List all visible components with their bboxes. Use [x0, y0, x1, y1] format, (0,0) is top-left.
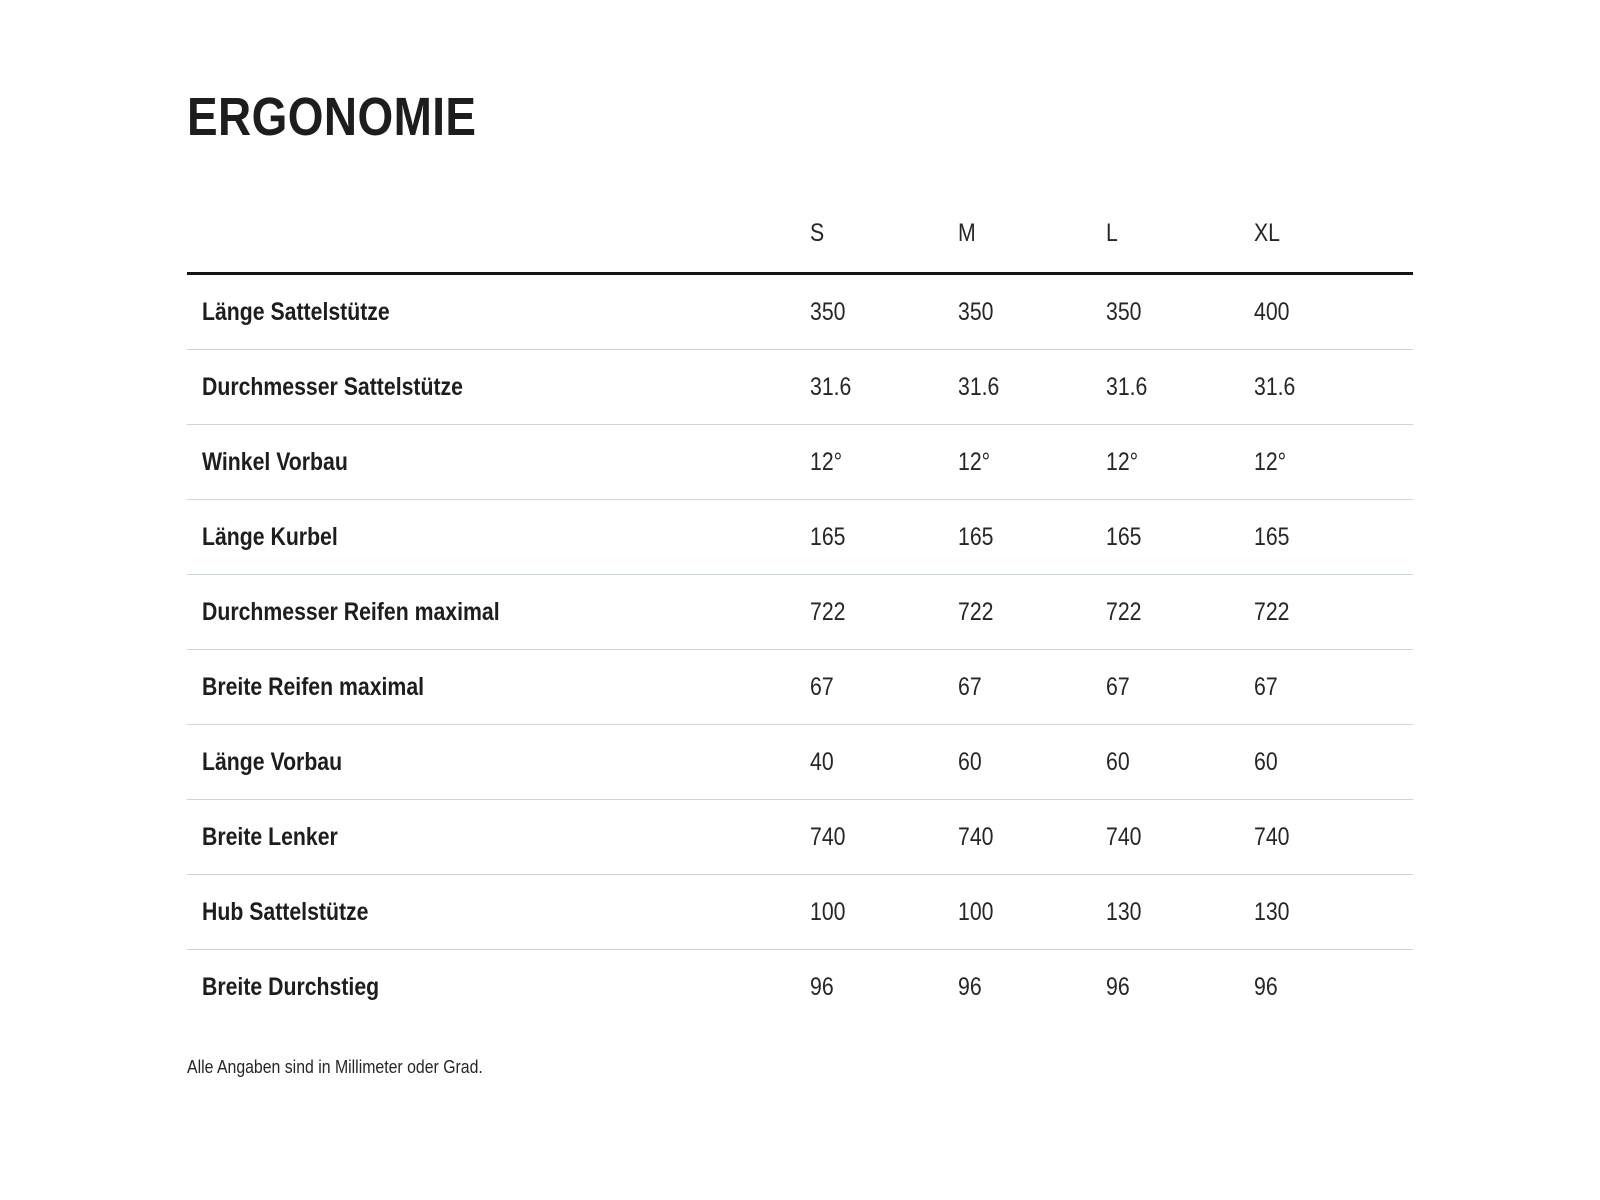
spec-value-xl	[1254, 298, 1413, 327]
spec-value-m	[958, 973, 1106, 1002]
spec-value-text: 60	[958, 747, 982, 776]
spec-value-l	[1106, 748, 1254, 777]
spec-value-text: 96	[810, 973, 834, 1002]
spec-table-body	[187, 275, 1413, 1025]
spec-value-text: 165	[1254, 522, 1290, 551]
spec-value-xl	[1254, 448, 1413, 477]
spec-value-text: 96	[958, 973, 982, 1002]
spec-value-m	[958, 598, 1106, 627]
spec-row-label-text: Durchmesser Sattelstütze	[202, 372, 464, 401]
size-header-row	[187, 195, 1413, 275]
spec-value-text: 722	[1106, 597, 1142, 626]
spec-value-m	[958, 673, 1106, 702]
spec-value-xl	[1254, 898, 1413, 927]
spec-row-label	[187, 748, 810, 777]
spec-value-xl	[1254, 973, 1413, 1002]
spec-value-text: 31.6	[958, 372, 1000, 401]
spec-value-text: 12°	[1254, 447, 1287, 476]
spec-row-label	[187, 598, 810, 627]
spec-row-label	[187, 673, 810, 702]
spec-value-xl	[1254, 373, 1413, 402]
units-footnote	[187, 1057, 1413, 1078]
spec-value-text: 350	[1106, 297, 1142, 326]
spec-value-xl	[1254, 748, 1413, 777]
spec-value-text: 96	[1254, 973, 1278, 1002]
spec-value-text: 31.6	[1254, 372, 1296, 401]
spec-row-label-text: Länge Sattelstütze	[202, 297, 390, 326]
spec-value-s	[810, 673, 958, 702]
spec-row	[187, 800, 1413, 875]
spec-row	[187, 725, 1413, 800]
spec-value-l	[1106, 298, 1254, 327]
spec-value-text: 12°	[1106, 447, 1139, 476]
size-header-xl-text: XL	[1254, 219, 1281, 248]
spec-value-text: 130	[1106, 897, 1142, 926]
spec-value-s	[810, 523, 958, 552]
spec-value-xl	[1254, 823, 1413, 852]
spec-value-text: 67	[810, 672, 834, 701]
spec-value-text: 60	[1106, 747, 1130, 776]
spec-value-text: 67	[958, 672, 982, 701]
spec-row-label-text: Breite Reifen maximal	[202, 672, 425, 701]
spec-value-text: 740	[810, 822, 846, 851]
spec-row	[187, 275, 1413, 350]
spec-row-label-text: Länge Vorbau	[202, 747, 343, 776]
spec-value-text: 740	[958, 822, 994, 851]
spec-value-m	[958, 298, 1106, 327]
spec-value-text: 400	[1254, 297, 1290, 326]
spec-value-m	[958, 448, 1106, 477]
spec-row-label-text: Breite Durchstieg	[202, 973, 380, 1002]
spec-row-label	[187, 823, 810, 852]
spec-value-text: 722	[810, 597, 846, 626]
spec-value-text: 40	[810, 747, 834, 776]
spec-value-text: 130	[1254, 897, 1290, 926]
size-column-header-s	[810, 219, 958, 248]
spec-row	[187, 425, 1413, 500]
spec-value-text: 100	[958, 897, 994, 926]
spec-row-label	[187, 373, 810, 402]
spec-value-l	[1106, 973, 1254, 1002]
spec-row	[187, 500, 1413, 575]
spec-value-s	[810, 373, 958, 402]
spec-row-label	[187, 448, 810, 477]
spec-value-l	[1106, 673, 1254, 702]
size-column-header-l	[1106, 219, 1254, 248]
spec-value-text: 67	[1106, 672, 1130, 701]
spec-row-label	[187, 298, 810, 327]
spec-value-text: 31.6	[1106, 372, 1148, 401]
spec-value-text: 100	[810, 897, 846, 926]
spec-value-l	[1106, 898, 1254, 927]
spec-value-m	[958, 898, 1106, 927]
size-header-m-text: M	[958, 219, 976, 248]
spec-row	[187, 350, 1413, 425]
spec-value-m	[958, 748, 1106, 777]
spec-value-l	[1106, 823, 1254, 852]
units-footnote-text: Alle Angaben sind in Millimeter oder Grad.	[187, 1057, 483, 1078]
spec-value-text: 12°	[810, 447, 843, 476]
spec-value-s	[810, 298, 958, 327]
spec-row-label	[187, 898, 810, 927]
spec-value-text: 60	[1254, 747, 1278, 776]
spec-value-xl	[1254, 673, 1413, 702]
spec-value-text: 740	[1254, 822, 1290, 851]
spec-row	[187, 875, 1413, 950]
spec-value-text: 722	[958, 597, 994, 626]
spec-value-text: 165	[958, 522, 994, 551]
spec-value-s	[810, 598, 958, 627]
spec-value-m	[958, 823, 1106, 852]
spec-value-text: 31.6	[810, 372, 852, 401]
ergonomics-section	[187, 0, 1413, 1078]
spec-value-text: 165	[810, 522, 846, 551]
spec-row-label	[187, 973, 810, 1002]
size-header-s-text: S	[810, 219, 825, 248]
spec-value-s	[810, 823, 958, 852]
section-title-text: ERGONOMIE	[187, 87, 477, 147]
spec-row-label-text: Länge Kurbel	[202, 522, 338, 551]
spec-value-text: 67	[1254, 672, 1278, 701]
spec-value-l	[1106, 448, 1254, 477]
size-column-header-xl	[1254, 219, 1413, 248]
spec-value-xl	[1254, 598, 1413, 627]
spec-row-label-text: Durchmesser Reifen maximal	[202, 597, 500, 626]
spec-value-m	[958, 373, 1106, 402]
spec-value-l	[1106, 373, 1254, 402]
spec-row-label-text: Hub Sattelstütze	[202, 897, 369, 926]
spec-value-text: 350	[958, 297, 994, 326]
spec-row	[187, 950, 1413, 1025]
size-column-header-m	[958, 219, 1106, 248]
spec-value-text: 350	[810, 297, 846, 326]
spec-value-text: 165	[1106, 522, 1142, 551]
spec-row-label-text: Winkel Vorbau	[202, 447, 348, 476]
section-title	[187, 88, 1413, 147]
spec-value-l	[1106, 598, 1254, 627]
spec-value-text: 740	[1106, 822, 1142, 851]
size-header-l-text: L	[1106, 219, 1118, 248]
spec-table	[187, 195, 1413, 1025]
spec-row	[187, 575, 1413, 650]
spec-value-s	[810, 898, 958, 927]
spec-row	[187, 650, 1413, 725]
spec-value-m	[958, 523, 1106, 552]
spec-value-text: 12°	[958, 447, 991, 476]
spec-row-label-text: Breite Lenker	[202, 822, 338, 851]
spec-value-s	[810, 748, 958, 777]
spec-value-s	[810, 448, 958, 477]
spec-value-l	[1106, 523, 1254, 552]
spec-value-text: 722	[1254, 597, 1290, 626]
spec-value-text: 96	[1106, 973, 1130, 1002]
spec-row-label	[187, 523, 810, 552]
spec-value-xl	[1254, 523, 1413, 552]
spec-value-s	[810, 973, 958, 1002]
